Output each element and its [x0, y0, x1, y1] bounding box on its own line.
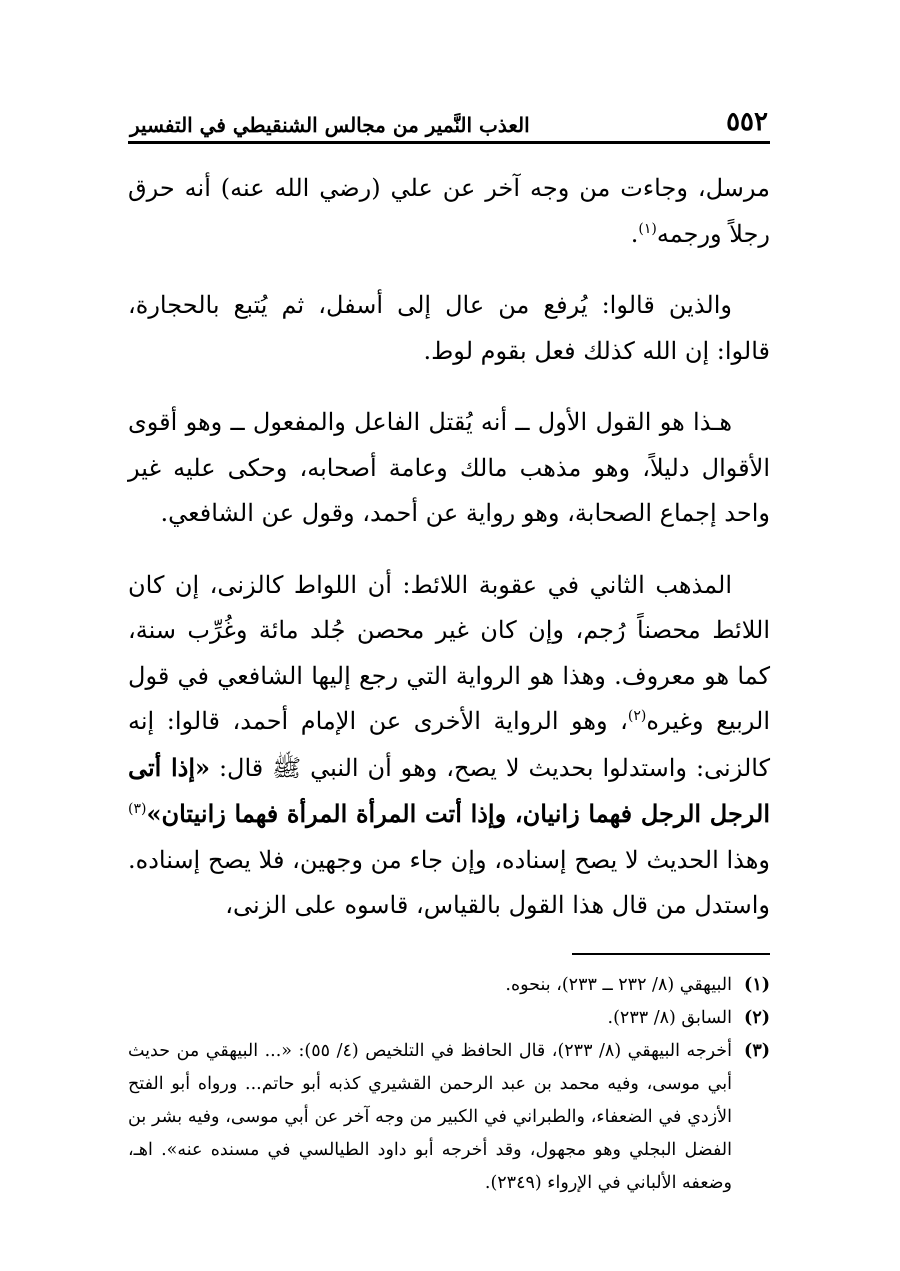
paragraph-1-text: مرسل، وجاءت من وجه آخر عن علي (رضي الله عنه) أنه حرق رجلاً ورجمه [128, 174, 770, 248]
paragraph-4 [128, 563, 770, 929]
paragraph-3-text: هـذا هو القول الأول ــ أنه يُقتل الفاعل والمفعول ــ وهو أقوى الأقوال دليلاً، وهو مذهب مالك وعامة أصحابه، وحكى عليه غير واحد إجماع الصحابة، وهو رواية عن أحمد، وقول عن الشافعي. [128, 408, 770, 527]
footnote-text: السابق (٨/ ٢٣٣). [607, 1007, 732, 1028]
footnote-number: (١) [744, 974, 770, 995]
paragraph-4-part-3: وهذا الحديث لا يصح إسناده، وإن جاء من وجهين، فلا يصح إسناده. واستدل من قال هذا القول بالقياس، قاسوه على الزنى، [128, 845, 770, 919]
footnote-ref-3: (٣) [128, 801, 147, 817]
paragraph-4-part-2: ، وهو الرواية الأخرى عن الإمام أحمد، قالوا: إنه كالزنى: واستدلوا بحديث لا يصح، وهو أن النبي ﷺ قال: [128, 707, 771, 782]
paragraph-4-part-1: المذهب الثاني في عقوبة اللائط: أن اللواط كالزنى، إن كان اللائط محصناً رُجم، وإن كان غير محصن جُلد مائة وغُرِّب سنة، كما هو معروف. وهذا هو الرواية التي رجع إليها الشافعي في قول الربيع وغيره [128, 570, 771, 735]
page-number: ٥٥٢ [726, 107, 768, 137]
footnotes [128, 969, 770, 1200]
paragraph-1-end: . [630, 219, 639, 248]
hadith-quote: «إذا أتى الرجل الرجل فهما زانيان، وإذا أتت المرأة المرأة فهما زانيتان» [128, 752, 770, 828]
footnote-text: أخرجه البيهقي (٨/ ٢٣٣)، قال الحافظ في التلخيص (٤/ ٥٥): «... البيهقي من حديث أبي موسى، وفيه محمد بن عبد الرحمن القشيري كذبه أبو حاتم... ورواه أبو الفتح الأزدي في الضعفاء، والطبراني في الكبير من وجه آخر عن أبي موسى، وفيه بشر بن الفضل البجلي وهو مجهول، وقد أخرجه أبو داود الطيالسي في مسنده عنه». اهـ، وضعفه الألباني في الإرواء (٢٣٤٩). [128, 1040, 732, 1193]
book-page [128, 100, 770, 1200]
paragraph-2 [128, 283, 770, 374]
footnote-2 [128, 1002, 770, 1035]
paragraph-2-text: والذين قالوا: يُرفع من عال إلى أسفل، ثم يُتبع بالحجارة، قالوا: إن الله كذلك فعل بقوم لوط. [128, 291, 770, 365]
footnote-number: (٢) [744, 1007, 770, 1028]
footnote-ref-1: (١) [638, 220, 657, 237]
footnote-separator [572, 953, 770, 955]
footnote-1 [128, 969, 770, 1002]
footnote-ref-2: (٢) [627, 708, 647, 724]
running-title: العذب النَّمير من مجالس الشنقيطي في التفسير [130, 113, 530, 137]
paragraph-1 [128, 166, 770, 257]
paragraph-3 [128, 400, 770, 537]
footnote-number: (٣) [744, 1040, 770, 1061]
main-text [128, 166, 770, 929]
footnote-3 [128, 1035, 770, 1200]
page-header [128, 100, 770, 144]
footnote-text: البيهقي (٨/ ٢٣٢ ــ ٢٣٣)، بنحوه. [505, 974, 732, 995]
